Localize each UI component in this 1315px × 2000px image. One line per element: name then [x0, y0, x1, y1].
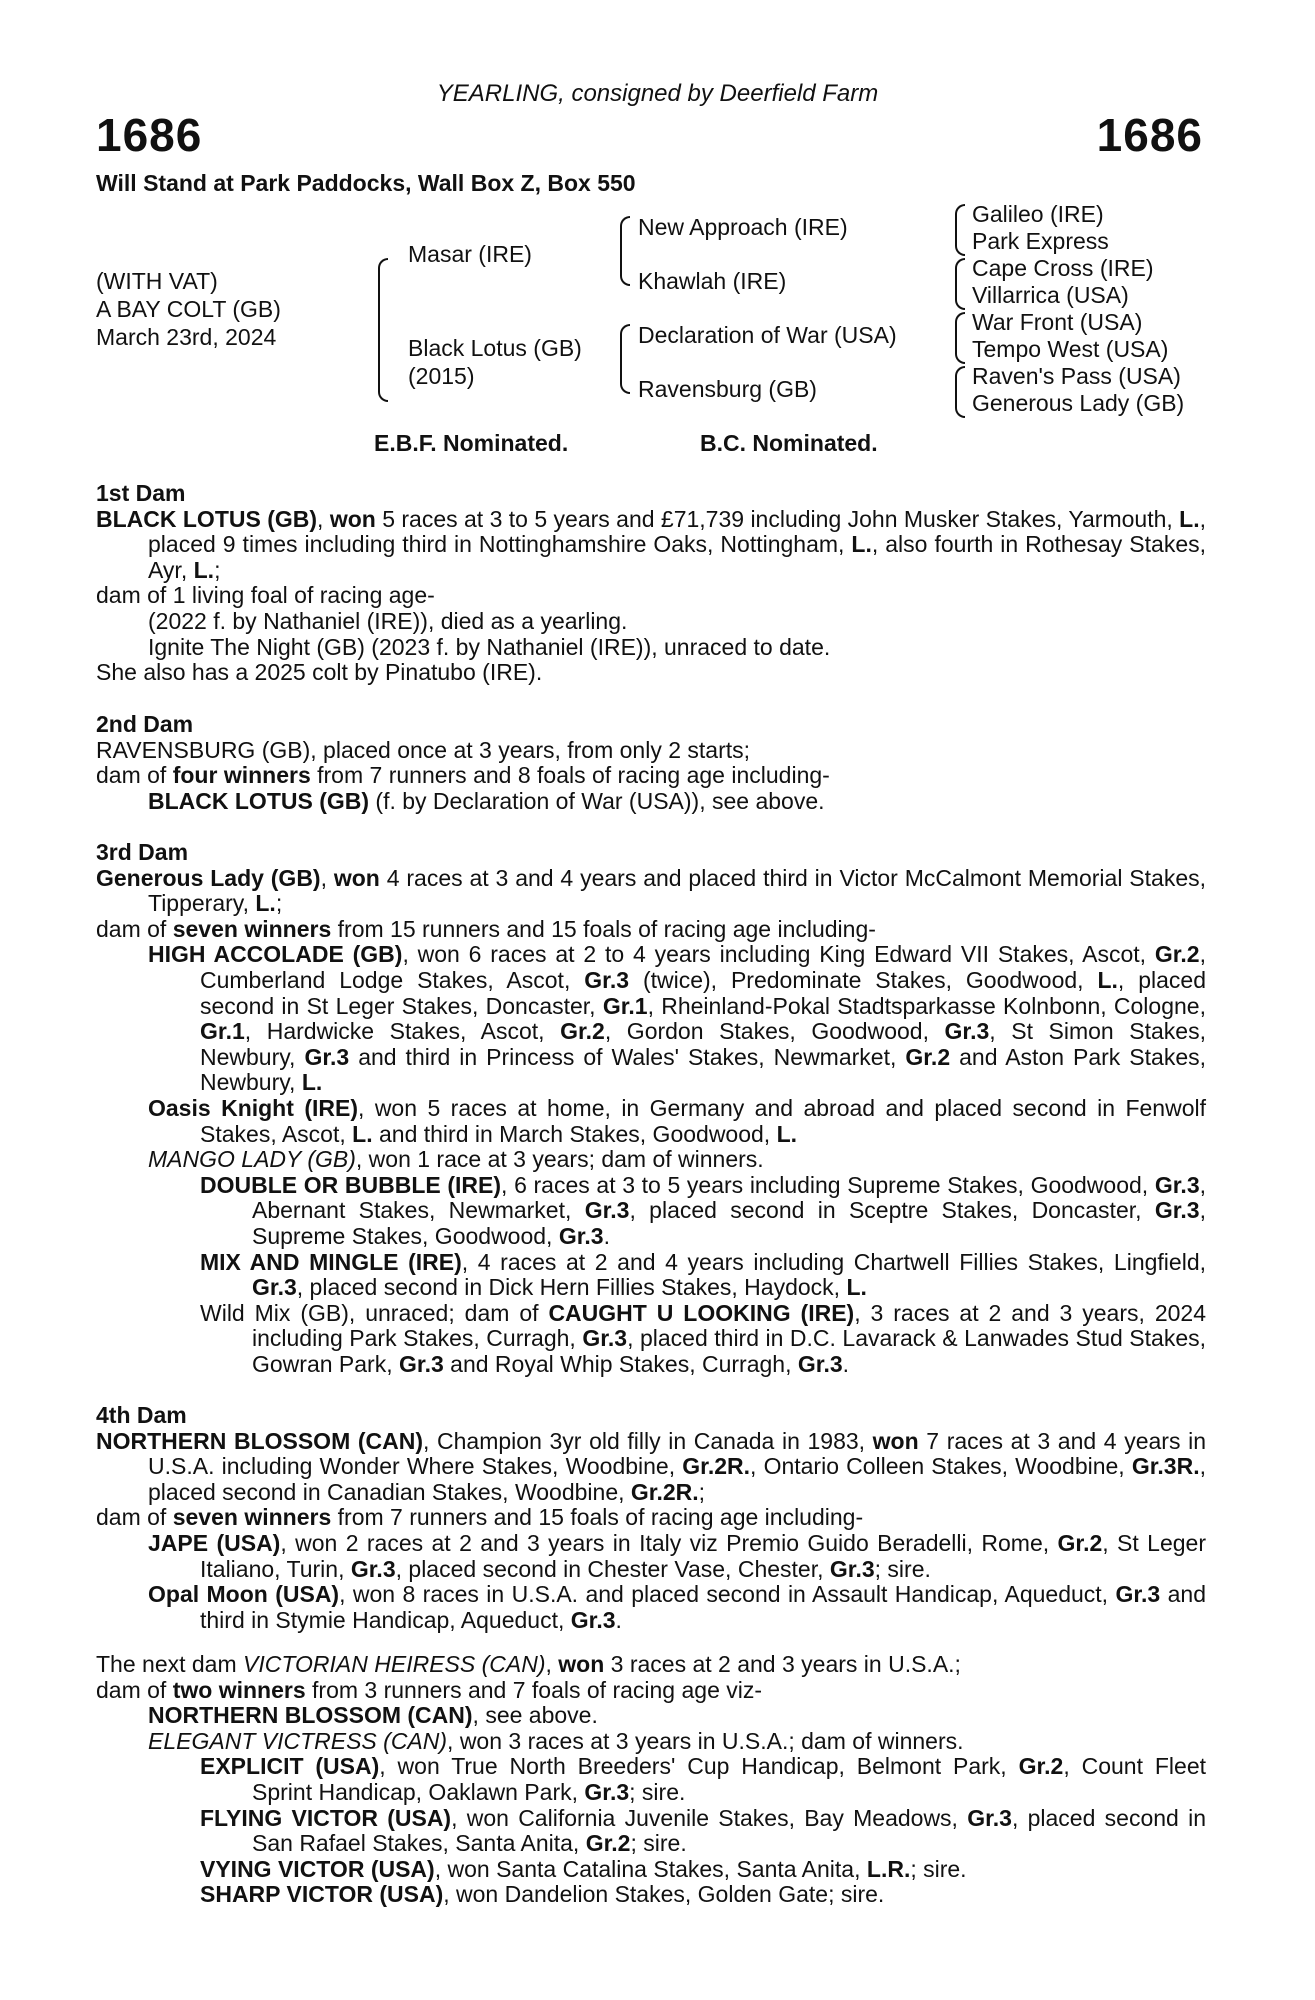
text-fragment: , Champion 3yr old filly in Canada in 1983,: [423, 1427, 873, 1454]
produce-entry: [96, 1250, 1206, 1301]
text-fragment: from 3 runners and 7 foals of racing age viz-: [305, 1676, 763, 1703]
text-fragment: dam of: [96, 762, 173, 789]
produce-entry: [96, 1301, 1206, 1378]
produce-entry: [96, 1582, 1206, 1633]
text-fragment: , Cumberland Lodge Stakes, Ascot,: [200, 941, 1206, 993]
produce-entry: [96, 1754, 1206, 1805]
text-fragment: from 15 runners and 15 foals of racing age including-: [331, 915, 876, 942]
dam-year: (2015): [408, 363, 475, 389]
produce-entry: [96, 1096, 1206, 1147]
text-fragment: won: [872, 1427, 919, 1454]
text-fragment: Gr.3R.: [1131, 1453, 1200, 1480]
text-fragment: , won Dandelion Stakes, Golden Gate; sire.: [443, 1881, 885, 1908]
horse-name: A BAY COLT (GB): [96, 296, 281, 322]
text-fragment: Gr.1: [602, 992, 648, 1019]
text-fragment: Gr.2R.: [630, 1478, 699, 1505]
text-fragment: , 6 races at 3 to 5 years including Supreme Stakes, Goodwood,: [501, 1171, 1155, 1198]
third-dam-section: [96, 840, 1206, 1377]
text-fragment: , St Simon Stakes, Newbury,: [200, 1018, 1206, 1070]
dam-name: Black Lotus (GB): [408, 335, 582, 361]
produce-entry: [96, 1806, 1206, 1857]
brace-gen3-4: [955, 366, 965, 418]
text-fragment: and Aston Park Stakes, Newbury,: [200, 1043, 1207, 1096]
produce-entry: Ignite The Night (GB) (2023 f. by Nathaniel (IRE)), unraced to date.: [148, 633, 831, 660]
text-fragment: 7 races at 3 and 4 years in U.S.A. including Wonder Where Stakes, Woodbine,: [148, 1427, 1206, 1480]
text-fragment: 4 races at 3 and 4 years and placed third in Victor McCalmont Memorial Stakes, Tipperary,: [148, 864, 1206, 917]
text-fragment: L.: [846, 1274, 867, 1301]
produce-summary: [96, 763, 1206, 789]
produce-entry: [96, 1857, 1206, 1883]
stand-location: Will Stand at Park Paddocks, Wall Box Z, Box 550: [96, 170, 636, 196]
ebf-nomination: E.B.F. Nominated.: [374, 430, 569, 456]
text-fragment: Gr.3: [829, 1555, 875, 1582]
section-heading: 2nd Dam: [96, 711, 194, 737]
dam-record: Generous Lady (GB), won 4 races at 3 and 4 years and placed third in Victor McCalmont Memorial Stakes, Tipperary, L.;: [96, 864, 1206, 917]
dam-dam-dam: Generous Lady (GB): [972, 390, 1185, 416]
text-fragment: ;: [214, 556, 221, 583]
lot-number-left: 1686: [96, 109, 203, 161]
text-fragment: ,: [545, 1651, 559, 1677]
text-fragment: , Abernant Stakes, Newmarket,: [252, 1171, 1207, 1224]
produce-note: She also has a 2025 colt by Pinatubo (IRE).: [96, 659, 543, 686]
text-fragment: Gr.1: [200, 1018, 245, 1045]
produce-entry: [96, 1531, 1206, 1582]
text-fragment: , placed 9 times including third in Nottinghamshire Oaks, Nottingham,: [148, 505, 1206, 558]
text-fragment: Gr.2: [1057, 1529, 1103, 1556]
text-fragment: 3 races at 2 and 3 years in U.S.A.;: [604, 1651, 961, 1677]
text-fragment: L.: [301, 1069, 323, 1096]
text-fragment: , Gordon Stakes, Goodwood,: [604, 1018, 945, 1045]
text-fragment: L.: [255, 890, 276, 917]
dam-record: BLACK LOTUS (GB), won 5 races at 3 to 5 years and £71,739 including John Musker Stakes, Yarmouth, L., placed 9 times including third in Nottinghamshire Oaks, Nottingham, L., also fourth in Rothesay Stakes, Ayr, L.;: [96, 505, 1206, 583]
text-fragment: L.: [1179, 505, 1200, 532]
sire-sire-dam: Park Express: [972, 228, 1109, 254]
produce-summary: [96, 917, 1206, 943]
text-fragment: , Rheinland-Pokal Stadtsparkasse Kolnbonn, Cologne,: [647, 992, 1206, 1019]
produce-entry: (2022 f. by Nathaniel (IRE)), died as a yearling.: [148, 607, 628, 634]
text-fragment: , won Santa Catalina Stakes, Santa Anita,: [434, 1855, 867, 1882]
brace-gen3-3: [955, 312, 965, 364]
text-fragment: (twice), Predominate Stakes, Goodwood,: [629, 966, 1098, 993]
text-fragment: , St Leger Italiano, Turin,: [200, 1529, 1206, 1582]
first-dam-section: [96, 481, 1206, 686]
text-fragment: L.: [776, 1120, 798, 1147]
text-fragment: , Ontario Colleen Stakes, Woodbine,: [750, 1453, 1132, 1480]
text-fragment: , see above.: [472, 1702, 598, 1729]
produce-summary: [96, 1678, 1206, 1704]
text-fragment: , Count Fleet Sprint Handicap, Oaklawn Park,: [252, 1753, 1206, 1805]
text-fragment: DOUBLE OR BUBBLE (IRE): [200, 1171, 502, 1198]
text-fragment: , 4 races at 2 and 4 years including Chartwell Fillies Stakes, Lingfield,: [461, 1248, 1206, 1275]
text-fragment: , won True North Breeders' Cup Handicap, Belmont Park,: [379, 1753, 1019, 1780]
produce-entry: [96, 1729, 1206, 1755]
produce-entry: [96, 789, 1206, 815]
text-fragment: VICTORIAN HEIRESS (CAN): [243, 1651, 546, 1677]
text-fragment: , placed second in Canadian Stakes, Woodbine,: [148, 1453, 1206, 1505]
text-fragment: BLACK LOTUS (GB): [148, 787, 370, 814]
produce-entry: [96, 1703, 1206, 1729]
text-fragment: , won California Juvenile Stakes, Bay Meadows,: [451, 1804, 968, 1831]
text-fragment: two winners: [172, 1676, 306, 1703]
dam-dam: Ravensburg (GB): [638, 376, 817, 402]
text-fragment: Gr.3: [584, 966, 630, 993]
produce-entry: [96, 1173, 1206, 1250]
text-fragment: Gr.3: [1115, 1581, 1161, 1608]
text-fragment: Gr.2: [1154, 941, 1200, 968]
text-fragment: HIGH ACCOLADE (GB): [148, 941, 403, 968]
dam-sire-dam: Tempo West (USA): [972, 336, 1169, 362]
brace-dam-parents: [620, 324, 630, 394]
sire-name: Masar (IRE): [408, 241, 532, 267]
dam-record: [96, 1652, 1206, 1678]
text-fragment: SHARP VICTOR (USA): [200, 1881, 444, 1908]
text-fragment: Wild Mix (GB), unraced; dam of: [200, 1299, 549, 1326]
text-fragment: Gr.3: [584, 1197, 630, 1224]
text-fragment: , Hardwicke Stakes, Ascot,: [244, 1018, 561, 1045]
text-fragment: .: [603, 1222, 610, 1249]
text-fragment: NORTHERN BLOSSOM (CAN): [148, 1702, 473, 1729]
section-heading: 3rd Dam: [96, 839, 189, 865]
text-fragment: Gr.2: [1018, 1753, 1064, 1780]
brace-generation-1: [378, 258, 388, 402]
text-fragment: seven winners: [172, 1504, 332, 1531]
text-fragment: The next dam: [96, 1651, 244, 1677]
text-fragment: seven winners: [172, 915, 332, 942]
text-fragment: EXPLICIT (USA): [200, 1753, 380, 1780]
horse-name: BLACK LOTUS (GB): [96, 505, 318, 532]
text-fragment: (f. by Declaration of War (USA)), see above.: [369, 787, 825, 814]
produce-entry: [96, 1882, 1206, 1908]
text-fragment: L.: [1097, 966, 1118, 993]
bc-nomination: B.C. Nominated.: [700, 430, 878, 456]
text-fragment: Gr.3: [1154, 1171, 1200, 1198]
produce-entry: [96, 942, 1206, 1096]
text-fragment: dam of: [96, 915, 173, 942]
lot-number-right: 1686: [1096, 109, 1203, 161]
text-fragment: and Royal Whip Stakes, Curragh,: [443, 1350, 798, 1377]
text-fragment: from 7 runners and 15 foals of racing age including-: [331, 1504, 864, 1531]
text-fragment: , won 8 races in U.S.A. and placed second in Assault Handicap, Aqueduct,: [339, 1581, 1116, 1608]
text-fragment: four winners: [172, 762, 311, 789]
text-fragment: , 3 races at 2 and 3 years, 2024 including Park Stakes, Curragh,: [252, 1299, 1206, 1352]
text-fragment: ;: [275, 890, 283, 917]
text-fragment: , won 2 races at 2 and 3 years in Italy viz Premio Guido Beradelli, Rome,: [280, 1529, 1058, 1556]
text-fragment: Gr.3: [570, 1606, 616, 1633]
brace-sire-parents: [620, 216, 630, 286]
text-fragment: won: [558, 1651, 605, 1677]
foaling-date: March 23rd, 2024: [96, 324, 277, 350]
dam-dam-sire: Raven's Pass (USA): [972, 363, 1181, 389]
text-fragment: , placed third in D.C. Lavarack & Lanwades Stud Stakes, Gowran Park,: [252, 1325, 1207, 1377]
text-fragment: 5 races at 3 to 5 years and £71,739 including John Musker Stakes, Yarmouth,: [375, 505, 1180, 532]
consignor-line: YEARLING, consigned by Deerfield Farm: [436, 80, 879, 107]
fourth-dam-section: [96, 1403, 1206, 1633]
text-fragment: Gr.3: [584, 1778, 630, 1805]
text-fragment: , won 1 race at 3 years; dam of winners.: [355, 1146, 764, 1173]
text-fragment: .: [615, 1606, 622, 1633]
text-fragment: , placed second in St Leger Stakes, Doncaster,: [200, 966, 1207, 1019]
sire-sire-sire: Galileo (IRE): [972, 201, 1104, 227]
dam-record: [96, 1429, 1206, 1506]
produce-summary: [96, 1505, 1206, 1531]
text-fragment: , won 5 races at home, in Germany and abroad and placed second in Fenwolf Stakes, Ascot,: [200, 1094, 1206, 1147]
brace-gen3-1: [955, 204, 965, 256]
text-fragment: and third in Stymie Handicap, Aqueduct,: [200, 1581, 1207, 1633]
text-fragment: won: [333, 864, 380, 891]
dam-record: RAVENSBURG (GB), placed once at 3 years, from only 2 starts;: [96, 736, 751, 763]
second-dam-section: [96, 712, 1206, 814]
dam-sire: Declaration of War (USA): [638, 322, 897, 348]
text-fragment: MANGO LADY (GB): [148, 1146, 356, 1173]
section-heading: 4th Dam: [96, 1402, 187, 1428]
text-fragment: Generous Lady (GB): [96, 864, 321, 891]
text-fragment: Gr.2R.: [682, 1453, 751, 1480]
text-fragment: , placed second in Chester Vase, Chester,: [395, 1555, 830, 1582]
text-fragment: dam of: [96, 1504, 173, 1531]
text-fragment: ; sire.: [630, 1830, 687, 1857]
text-fragment: , won 6 races at 2 to 4 years including King Edward VII Stakes, Ascot,: [402, 941, 1155, 968]
text-fragment: from 7 runners and 8 foals of racing age including-: [310, 762, 830, 789]
text-fragment: and third in March Stakes, Goodwood,: [372, 1120, 777, 1147]
text-fragment: Gr.3: [582, 1325, 628, 1352]
produce-entry: [96, 1147, 1206, 1173]
text-fragment: , Supreme Stakes, Goodwood,: [252, 1197, 1206, 1249]
text-fragment: L.: [851, 531, 872, 558]
next-dam-section: [96, 1652, 1206, 1908]
sire-dam-sire: Cape Cross (IRE): [972, 255, 1154, 281]
text-fragment: Gr.3: [944, 1018, 990, 1045]
text-fragment: ; sire.: [629, 1778, 686, 1805]
text-fragment: ELEGANT VICTRESS (CAN): [148, 1727, 448, 1754]
text-fragment: , also fourth in Rothesay Stakes, Ayr,: [148, 531, 1206, 583]
text-fragment: FLYING VICTOR (USA): [200, 1804, 452, 1831]
text-fragment: L.: [352, 1120, 373, 1147]
text-fragment: Gr.2: [560, 1018, 605, 1045]
brace-gen3-2: [955, 258, 965, 310]
sire-dam-dam: Villarrica (USA): [972, 282, 1129, 308]
text-fragment: Gr.3: [252, 1274, 297, 1301]
text-fragment: L.R.: [866, 1855, 911, 1882]
text-fragment: ; sire.: [874, 1555, 931, 1582]
text-fragment: JAPE (USA): [148, 1529, 281, 1556]
text-fragment: , won 3 races at 3 years in U.S.A.; dam of winners.: [447, 1727, 964, 1754]
text-fragment: Gr.3: [797, 1350, 843, 1377]
text-fragment: .: [842, 1350, 850, 1377]
text-fragment: ;: [698, 1478, 706, 1505]
text-fragment: Gr.3: [558, 1222, 604, 1249]
text-fragment: ; sire.: [910, 1855, 967, 1882]
text-fragment: , placed second in Sceptre Stakes, Doncaster,: [629, 1197, 1155, 1224]
sire-sire: New Approach (IRE): [638, 214, 848, 240]
text-fragment: Gr.2: [585, 1830, 631, 1857]
text-fragment: dam of: [96, 1676, 173, 1703]
section-heading: 1st Dam: [96, 480, 186, 506]
text-fragment: Gr.3: [967, 1804, 1012, 1831]
text-fragment: CAUGHT U LOOKING (IRE): [548, 1299, 855, 1326]
text-fragment: VYING VICTOR (USA): [200, 1855, 435, 1882]
text-fragment: NORTHERN BLOSSOM (CAN): [96, 1427, 424, 1454]
produce-summary: dam of 1 living foal of racing age-: [96, 582, 435, 609]
text-fragment: , placed second in Dick Hern Fillies Stakes, Haydock,: [296, 1274, 847, 1301]
text-fragment: Gr.2: [905, 1043, 951, 1070]
won-label: won: [329, 505, 376, 532]
text-fragment: L.: [193, 556, 215, 583]
text-fragment: and third in Princess of Wales' Stakes, Newmarket,: [349, 1043, 906, 1070]
text-fragment: Gr.3: [399, 1350, 444, 1377]
vat-note: (WITH VAT): [96, 268, 218, 294]
text-fragment: Gr.3: [350, 1555, 396, 1582]
sire-dam: Khawlah (IRE): [638, 268, 787, 294]
text-fragment: Oasis Knight (IRE): [148, 1094, 358, 1121]
text-fragment: MIX AND MINGLE (IRE): [200, 1248, 462, 1275]
text-fragment: Opal Moon (USA): [148, 1581, 340, 1608]
text-fragment: Gr.3: [304, 1043, 350, 1070]
text-fragment: , placed second in San Rafael Stakes, Santa Anita,: [252, 1804, 1206, 1857]
dam-sire-sire: War Front (USA): [972, 309, 1143, 335]
text-fragment: Gr.3: [1154, 1197, 1200, 1224]
